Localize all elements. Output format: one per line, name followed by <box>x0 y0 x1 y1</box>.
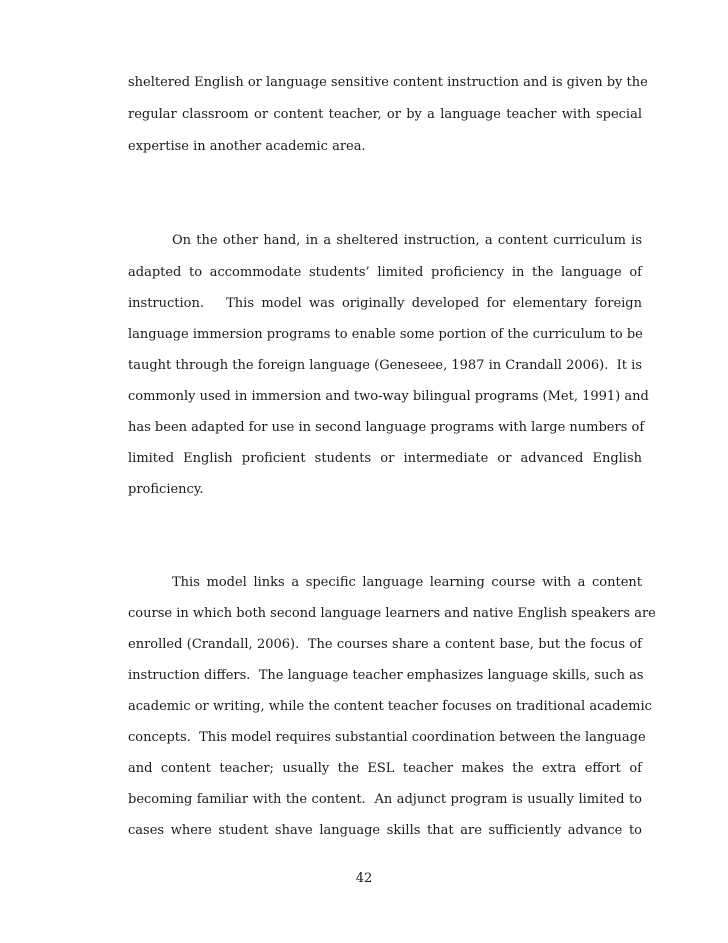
paragraph-3-line-5: academic or writing, while the content teacher focuses on traditional academic <box>128 699 652 714</box>
paragraph-3-line-2: course in which both second language learners and native English speakers are <box>128 606 656 621</box>
paragraph-3-line-8: becoming familiar with the content. An adjunct program is usually limited to <box>128 792 642 807</box>
paragraph-3-line-6: concepts. This model requires substantial coordination between the language <box>128 730 646 745</box>
page-number: 42 <box>355 871 373 886</box>
paragraph-3-line-3: enrolled (Crandall, 2006). The courses share a content base, but the focus of <box>128 637 642 652</box>
paragraph-2-line-8: limited English proficient students or intermediate or advanced English <box>128 451 642 466</box>
paragraph-2-line-5: taught through the foreign language (Geneseee, 1987 in Crandall 2006). It is <box>128 358 642 373</box>
paragraph-1-line-2: regular classroom or content teacher, or by a language teacher with special <box>128 107 642 122</box>
paragraph-3-line-1: This model links a specific language learning course with a content <box>172 575 642 590</box>
paragraph-1-line-1: sheltered English or language sensitive content instruction and is given by the <box>128 75 648 90</box>
paragraph-2-line-6: commonly used in immersion and two-way bilingual programs (Met, 1991) and <box>128 389 649 404</box>
paragraph-1-line-3: expertise in another academic area. <box>128 139 366 154</box>
paragraph-3-line-9: cases where student shave language skills that are sufficiently advance to <box>128 823 642 838</box>
paragraph-3-line-4: instruction differs. The language teacher emphasizes language skills, such as <box>128 668 644 683</box>
paragraph-3-line-7: and content teacher; usually the ESL teacher makes the extra effort of <box>128 761 642 776</box>
paragraph-2-line-9: proficiency. <box>128 482 204 497</box>
paragraph-2-line-7: has been adapted for use in second language programs with large numbers of <box>128 420 645 435</box>
paragraph-2-line-1: On the other hand, in a sheltered instruction, a content curriculum is <box>172 233 642 248</box>
paragraph-2-line-3: instruction. This model was originally developed for elementary foreign <box>128 296 642 311</box>
paragraph-2-line-2: adapted to accommodate students’ limited proficiency in the language of <box>128 265 642 280</box>
paragraph-2-line-4: language immersion programs to enable some portion of the curriculum to be <box>128 327 643 342</box>
